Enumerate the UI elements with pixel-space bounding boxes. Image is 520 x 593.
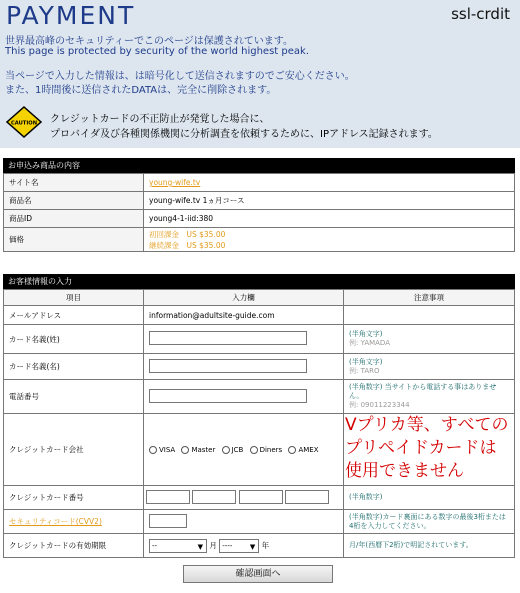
- last-name-note: (半角文字): [349, 330, 383, 338]
- order-section-title: お申込み商品の内容: [3, 158, 515, 173]
- table-row: [4, 380, 515, 414]
- card-number-label: クレジットカード番号: [4, 486, 144, 510]
- table-row: [4, 510, 515, 534]
- initial-charge: 初回課金 US $35.00: [149, 229, 226, 239]
- first-name-label: カード名義(名): [4, 354, 144, 380]
- email-label: メールアドレス: [4, 306, 144, 325]
- amex-label: AMEX: [298, 445, 319, 454]
- header-notes: 注意事項: [344, 290, 515, 306]
- card-company-options: [144, 414, 344, 486]
- product-name-label: 商品名: [4, 192, 144, 210]
- expiry-note: 月/年(西暦下2桁)で明記されています。: [344, 534, 515, 558]
- table-row: [4, 325, 515, 354]
- phone-example: 例: 09011223344: [349, 401, 410, 409]
- caution-text-line1: クレジットカードの不正防止が発覚した場合に、: [50, 114, 270, 125]
- cvv-input[interactable]: [149, 514, 187, 528]
- jcb-radio[interactable]: [222, 446, 230, 454]
- table-row: [4, 306, 515, 325]
- caution-text-line2: プロバイダ及び各種関係機関に分析調査を依頼するために、IPアドレス記録されます。: [50, 129, 438, 140]
- chevron-down-icon: ▼: [249, 542, 256, 551]
- confirm-button[interactable]: 確認画面へ: [183, 565, 333, 583]
- diners-radio[interactable]: [250, 446, 258, 454]
- card-number-input-2[interactable]: [192, 490, 236, 504]
- card-number-input-3[interactable]: [239, 490, 283, 504]
- product-name-value: young-wife.tv 1ヵ月コース: [144, 192, 515, 210]
- visa-radio[interactable]: [149, 446, 157, 454]
- chevron-down-icon: ▼: [197, 542, 203, 551]
- card-number-input-1[interactable]: [146, 490, 190, 504]
- header-input: 入力欄: [144, 290, 344, 306]
- caution-icon: [6, 106, 42, 138]
- email-field[interactable]: information@adultsite-guide.com: [144, 306, 344, 325]
- last-name-label: カード名義(姓): [4, 325, 144, 354]
- security-header: [0, 0, 520, 148]
- deletion-notice: また、1時間後に送信されたDATAは、完全に削除されます。: [5, 85, 277, 96]
- site-name-link[interactable]: young-wife.tv: [149, 178, 201, 187]
- encryption-notice: 当ページで入力した情報は、は暗号化して送信されますのでご安心ください。: [5, 71, 355, 82]
- header-item: 項目: [4, 290, 144, 306]
- card-company-label: クレジットカード会社: [4, 414, 144, 486]
- payment-logo: PAYMENT: [6, 1, 136, 30]
- table-row: [4, 210, 515, 228]
- phone-label: 電話番号: [4, 380, 144, 414]
- prepaid-warning: Vプリカ等、すべてのプリペイドカードは使用できません: [345, 415, 509, 481]
- table-row: [4, 228, 515, 252]
- amex-radio[interactable]: [288, 446, 296, 454]
- expiry-label: クレジットカードの有効期限: [4, 534, 144, 558]
- price-label: 価格: [4, 228, 144, 252]
- svg-text:CAUTION: CAUTION: [10, 120, 38, 127]
- first-name-note: (半角文字): [349, 357, 383, 366]
- phone-note: (半角数字) 当サイトから電話する事はありません。: [349, 383, 497, 400]
- table-row: [4, 486, 515, 510]
- table-row: [4, 354, 515, 380]
- product-id-value: young4-1-iid:380: [144, 210, 515, 228]
- security-notice-jp: 世界最高峰のセキュリティーでこのページは保護されています。: [5, 36, 293, 47]
- table-row: [4, 192, 515, 210]
- cvv-note: (半角数字)カード裏面にある数字の最後3桁または4桁を入力してください。: [344, 510, 515, 534]
- customer-section-title: お客様情報の入力: [3, 274, 515, 289]
- expiry-year-select[interactable]: ---- ▼: [219, 539, 259, 553]
- order-table: [3, 173, 515, 252]
- month-unit: 月: [209, 540, 217, 550]
- last-name-input[interactable]: [149, 331, 307, 345]
- table-row: [4, 174, 515, 192]
- jcb-label: JCB: [231, 445, 244, 454]
- expiry-month-select[interactable]: -- ▼: [149, 539, 207, 553]
- security-notice-en: This page is protected by security of the world highest peak.: [5, 46, 309, 57]
- card-number-note: (半角数字): [344, 486, 515, 510]
- cvv-link[interactable]: セキュリティコード(CVV2): [9, 517, 102, 526]
- last-name-example: 例: YAMADA: [349, 339, 390, 347]
- site-name-label: サイト名: [4, 174, 144, 192]
- year-unit: 年: [261, 540, 270, 550]
- first-name-example: 例: TARO: [349, 366, 380, 375]
- diners-label: Diners: [259, 445, 283, 454]
- first-name-input[interactable]: [149, 359, 307, 373]
- table-row: [4, 534, 515, 558]
- visa-label: VISA: [159, 445, 176, 454]
- recurring-charge: 継続課金 US $35.00: [149, 240, 226, 250]
- master-radio[interactable]: [181, 446, 189, 454]
- card-number-input-4[interactable]: [285, 490, 329, 504]
- phone-input[interactable]: [149, 389, 307, 403]
- master-label: Master: [191, 445, 216, 454]
- product-id-label: 商品ID: [4, 210, 144, 228]
- ssl-credit-label: ssl-crdit: [451, 5, 510, 23]
